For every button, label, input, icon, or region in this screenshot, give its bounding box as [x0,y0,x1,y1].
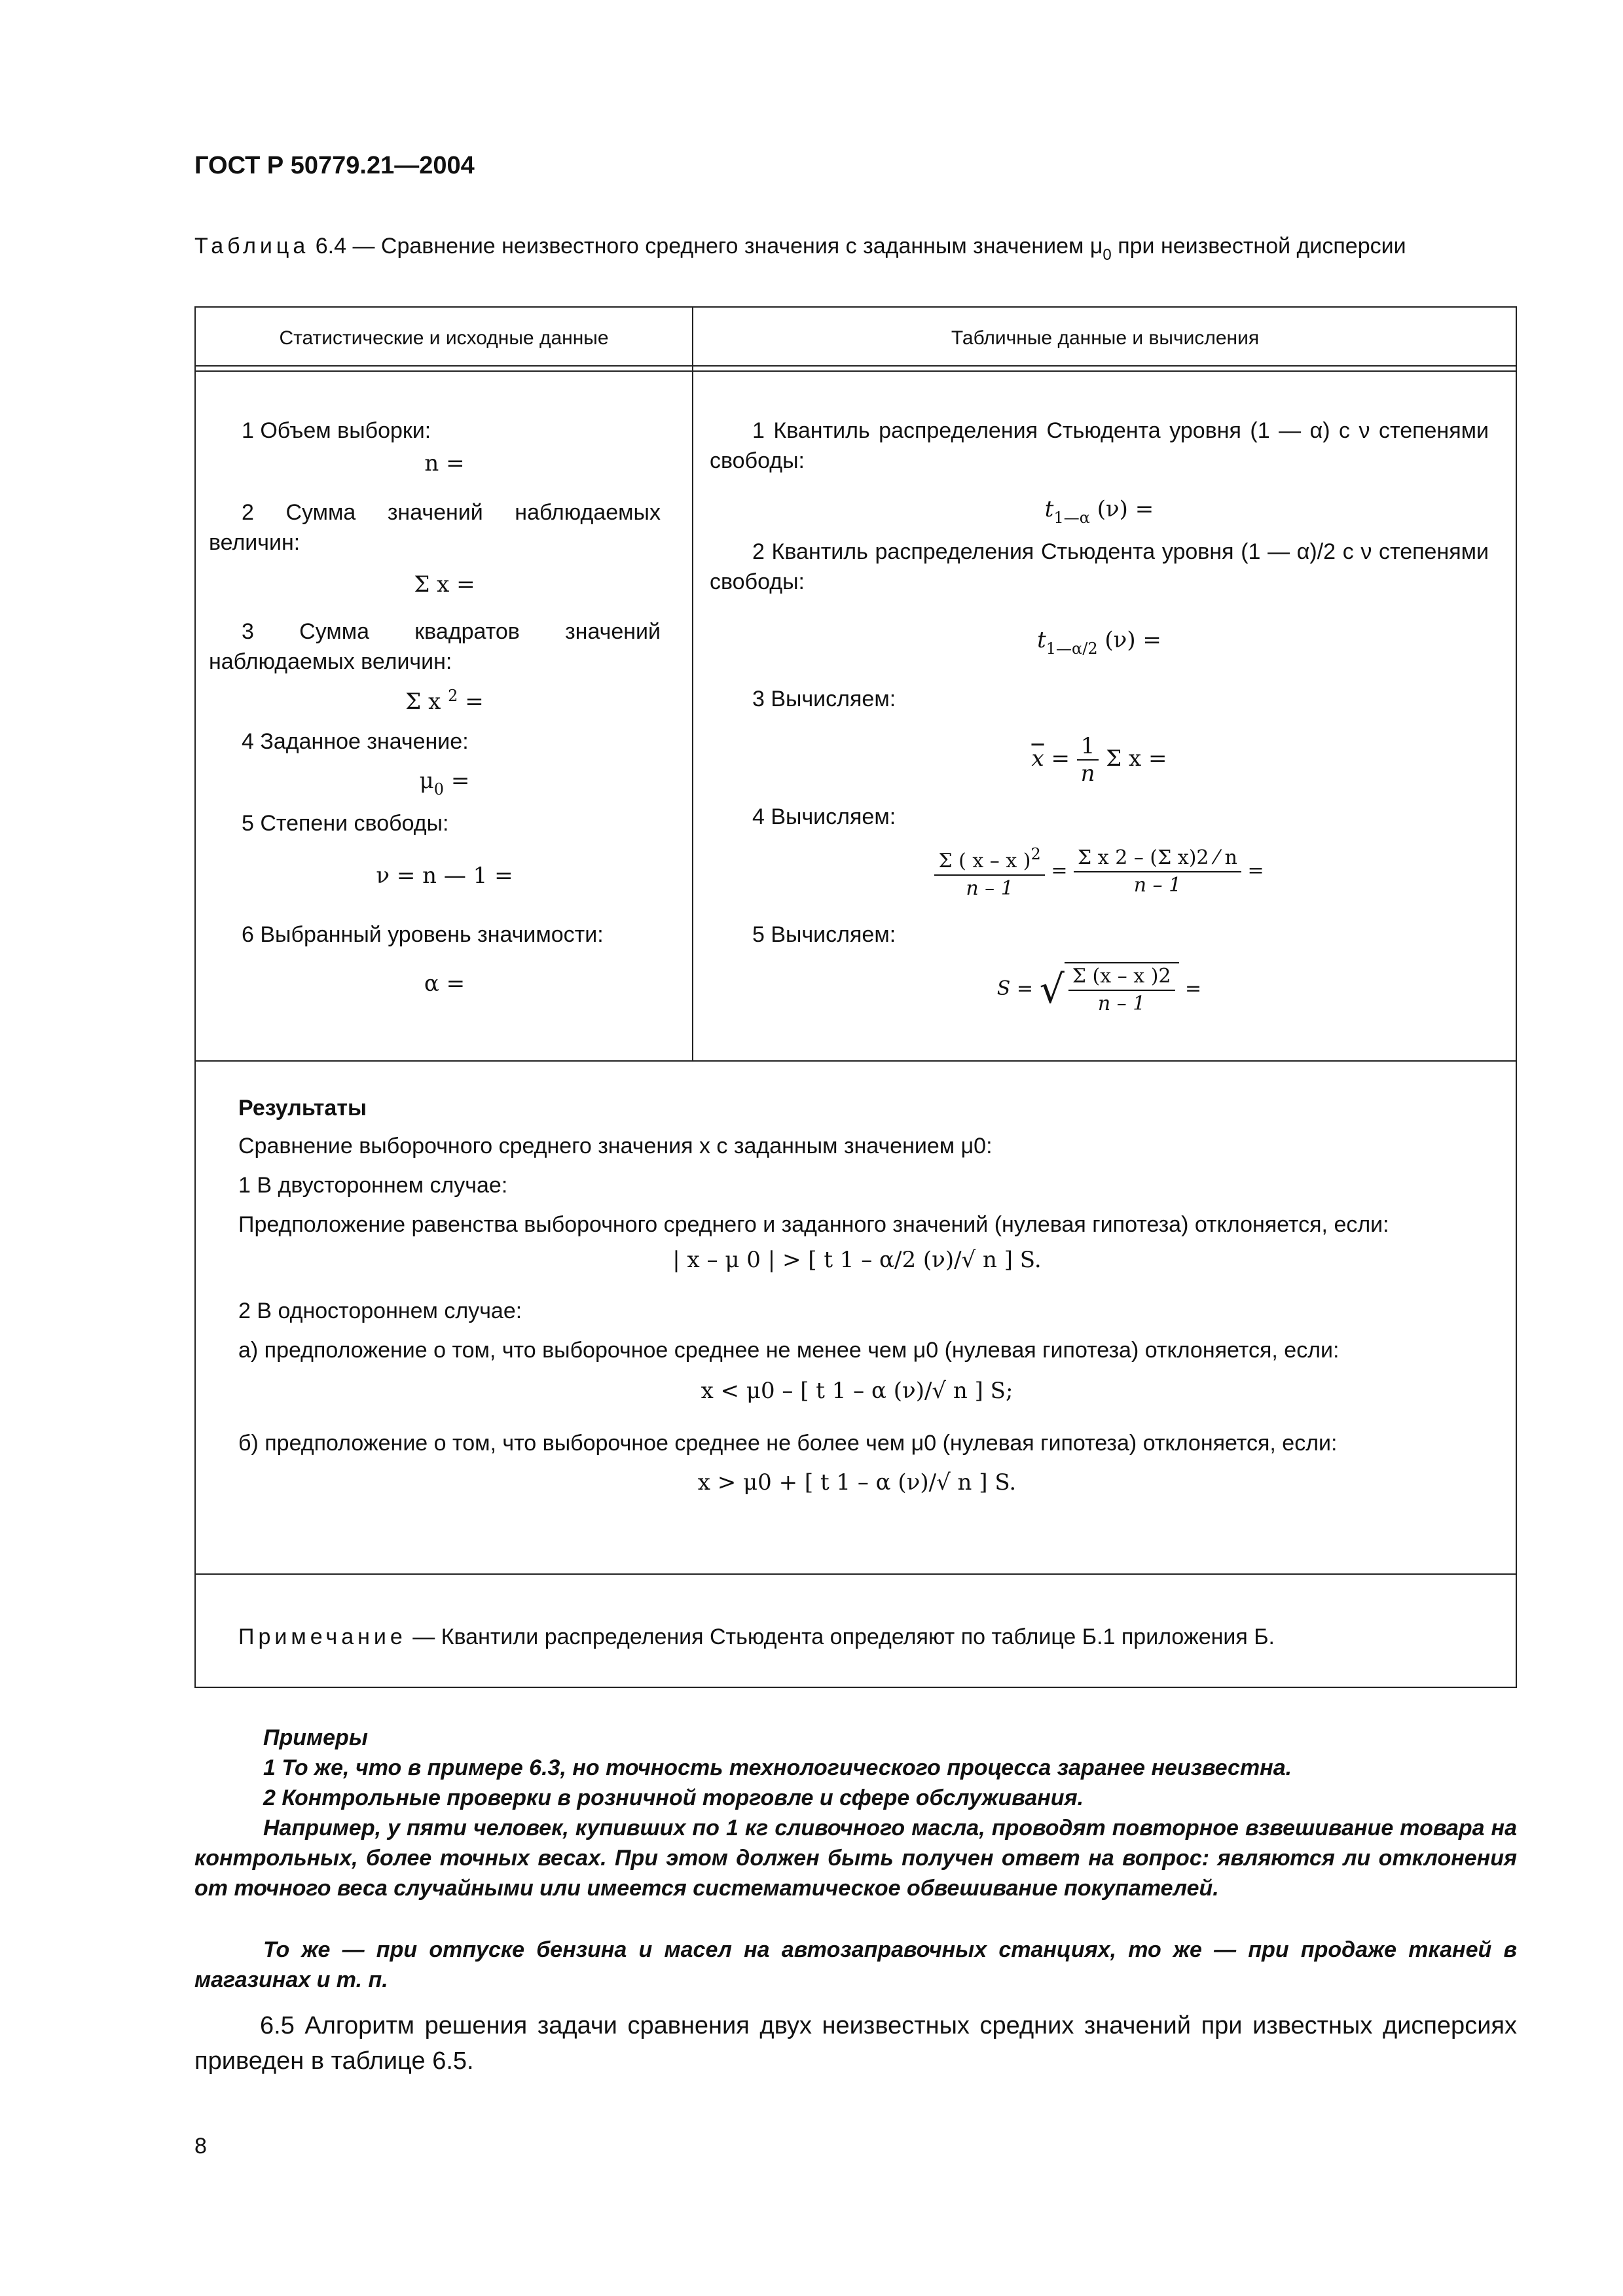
left-formula-3 [209,681,680,717]
right-formula-3 [710,733,1489,787]
right-formula-3-x: $\overline{x}$ [1031,745,1044,772]
page-number: 8 [194,2134,207,2159]
left-formula-3-sup: 2 [448,687,458,705]
right-formula-5 [710,962,1489,1017]
right-formula-4-frac1 [934,841,1044,902]
note-text: — Квантили распределения Стьюдента определяют по таблице Б.1 приложения Б. [406,1624,1275,1649]
example-1: 1 То же, что в примере 6.3, но точность технологического процесса заранее неизвестна. [263,1755,1292,1780]
left-formula-4-base: μ [419,768,434,794]
left-formula-4-sub: 0 [433,780,445,798]
right-formula-4-num1 [934,841,1044,876]
right-formula-4-den2: n – 1 [1133,873,1182,897]
table-note [238,1622,1275,1652]
note-label: Примечание [238,1624,407,1649]
right-formula-5-radical: √ [1039,967,1065,1013]
right-formula-4-eq2: = [1241,859,1264,882]
results-case-2b-formula: x > μ0 + [ t 1 – α (ν)/√ n ] S. [697,1469,1017,1496]
right-formula-1 [710,494,1489,533]
caption-label: Таблица [194,234,310,259]
right-formula-3-frac [1077,733,1099,787]
right-formula-4-eq1: = [1044,859,1074,882]
examples-title: Примеры [263,1725,368,1750]
right-formula-5-sqrt [1065,962,1179,1017]
right-formula-2-sub: 1—α/2 [1046,639,1098,658]
table-caption [194,230,1432,271]
left-formula-3-base: Σ x [405,689,448,715]
right-formula-5-num: Σ (x – x )2 [1068,963,1175,991]
right-formula-4-num1-sup: 2 [1030,845,1041,863]
right-formula-2-t: t [1037,627,1046,653]
right-formula-4-num2: Σ x 2 – (Σ x)2 ⁄ n [1074,845,1241,872]
right-formula-5-end: = [1178,977,1202,1000]
right-item-5: 5 Вычисляем: [752,922,896,947]
results-case-1-text: Предположение равенства выборочного среднего и заданного значений (нулевая гипотеза) отклоняется, если: [238,1212,1389,1237]
caption-text-end: при неизвестной дисперсии [1111,234,1406,259]
results-case-1: 1 В двустороннем случае: [238,1173,508,1198]
left-item-2: 2 Сумма значений наблюдаемых величин: [209,500,661,555]
right-formula-4 [710,841,1489,902]
col1-header: Статистические и исходные данные [279,327,609,349]
right-formula-3-end: Σ x = [1099,745,1167,772]
left-item-4: 4 Заданное значение: [242,729,469,754]
right-formula-1-sub: 1—α [1053,509,1090,527]
left-item-3: 3 Сумма квадратов значений наблюдаемых величин: [209,619,661,674]
results-title: Результаты [238,1096,367,1121]
left-item-5: 5 Степени свободы: [242,811,449,836]
right-formula-5-den: n – 1 [1097,992,1146,1015]
right-formula-5-s: S = [996,977,1040,1000]
left-formula-4 [209,766,680,804]
example-4: То же — при отпуске бензина и масел на автозаправочных станциях, то же — при продаже тканей в магазинах и т. п. [194,1937,1517,1992]
results-rule [196,1060,1516,1062]
right-formula-4-frac2 [1074,845,1241,899]
header-rule [196,365,1516,367]
header-rule-double [196,370,1516,372]
right-formula-4-den1: n – 1 [966,877,1013,900]
left-formula-4-end: = [444,768,470,794]
results-intro: Сравнение выборочного среднего значения x с заданным значением μ0: [238,1134,993,1158]
right-item-2: 2 Квантиль распределения Стьюдента уровня (1 — α)/2 с ν степенями свободы: [710,539,1489,594]
caption-text: 6.4 — Сравнение неизвестного среднего значения с заданным значением μ [309,234,1103,259]
table-6-4 [194,306,1517,1688]
right-formula-1-t: t [1044,496,1054,522]
caption-mu-sub: 0 [1103,246,1112,264]
right-formula-1-end: (ν) = [1089,496,1154,522]
left-formula-6: α = [424,971,465,997]
right-formula-4-num1-text: Σ ( x – x ) [938,850,1031,872]
left-formula-3-end: = [458,689,484,715]
paragraph-6-5: 6.5 Алгоритм решения задачи сравнения двух неизвестных средних значений при известных дисперсиях приведен в таблице 6.5. [194,2012,1517,2075]
right-item-4: 4 Вычисляем: [752,804,896,829]
left-item-1: 1 Объем выборки: [242,418,431,443]
right-formula-5-frac [1068,963,1175,1017]
document-header: ГОСТ Р 50779.21—2004 [194,152,475,179]
right-formula-3-den: n [1080,761,1095,787]
results-case-2a-formula: x < μ0 – [ t 1 – α (ν)/√ n ] S; [701,1378,1013,1404]
left-formula-5: ν = n — 1 = [376,863,513,889]
results-case-2: 2 В одностороннем случае: [238,1299,522,1323]
column-divider [692,308,693,1060]
right-formula-3-eq: = [1044,745,1077,772]
right-formula-2 [710,625,1489,664]
left-formula-1: n = [424,450,465,476]
left-formula-2: Σ x = [414,571,475,598]
results-case-1-formula: | x – μ 0 | > [ t 1 – α/2 (ν)/√ n ] S. [672,1247,1042,1273]
note-rule [196,1573,1516,1575]
right-item-3: 3 Вычисляем: [752,687,896,711]
results-case-2b: б) предположение о том, что выборочное среднее не более чем μ0 (нулевая гипотеза) отклоняется, если: [238,1431,1338,1456]
right-formula-3-num: 1 [1077,733,1099,761]
right-item-1: 1 Квантиль распределения Стьюдента уровня (1 — α) с ν степенями свободы: [710,418,1489,473]
example-3: Например, у пяти человек, купивших по 1 кг сливочного масла, проводят повторное взвешивание товара на контрольных, более точных весах. При этом должен быть получен ответ на вопрос: являются ли отклонения от точного веса случайными или имеется систематическое обвешивание покупателей. [194,1816,1517,1901]
left-item-6: 6 Выбранный уровень значимости: [242,922,604,947]
right-formula-2-end: (ν) = [1097,627,1161,653]
col2-header: Табличные данные и вычисления [951,327,1260,349]
example-2: 2 Контрольные проверки в розничной торговле и сфере обслуживания. [263,1785,1084,1810]
results-case-2a: а) предположение о том, что выборочное среднее не менее чем μ0 (нулевая гипотеза) отклоняется, если: [238,1338,1340,1363]
